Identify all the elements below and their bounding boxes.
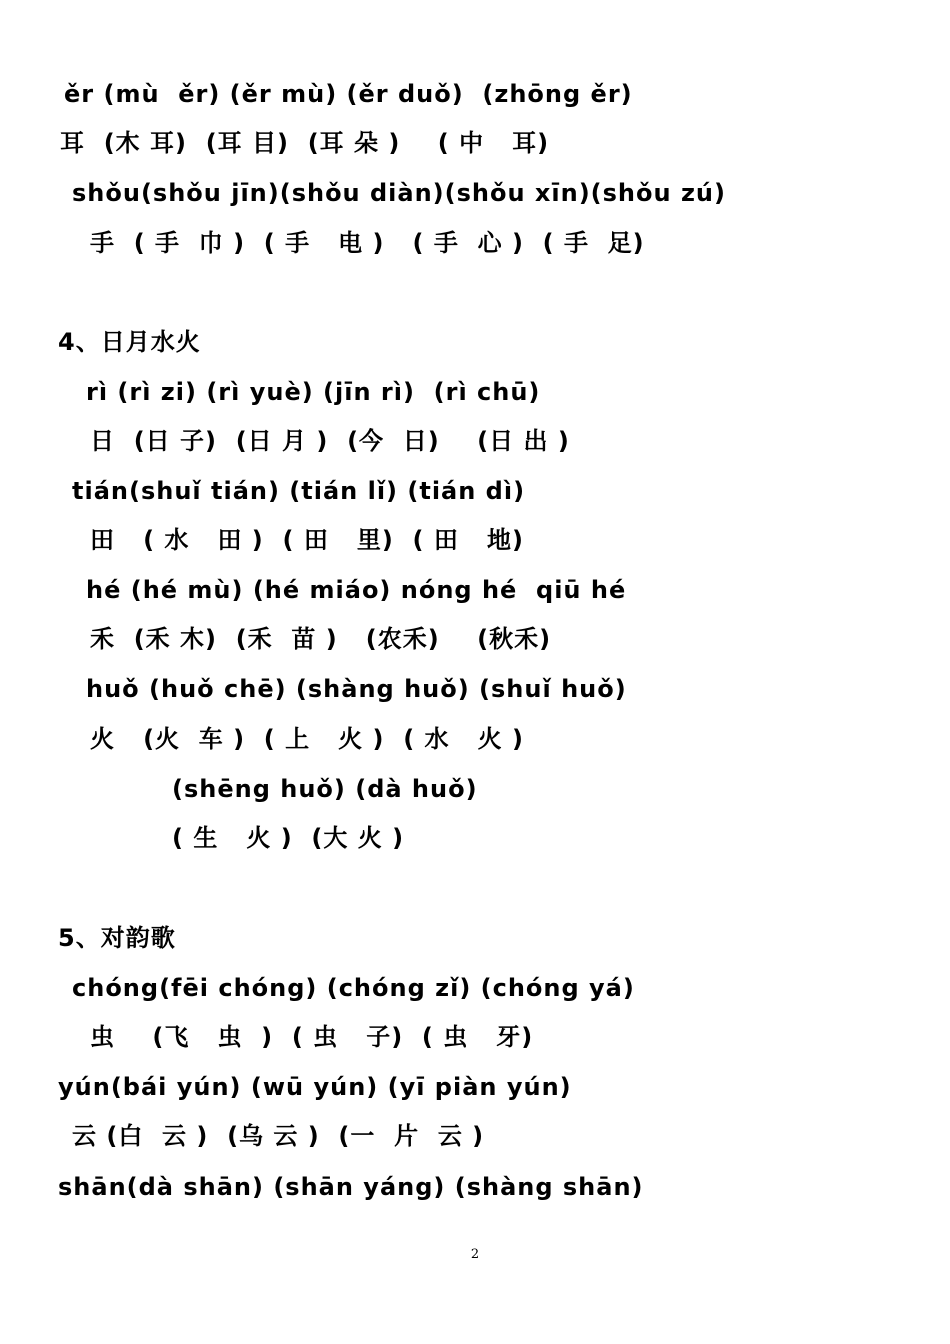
pinyin-huo-2: (shēng huǒ) (dà huǒ) bbox=[172, 775, 478, 803]
hanzi-er: 耳 (木 耳) (耳 目) (耳 朵 ) ( 中 耳) bbox=[60, 129, 550, 157]
section-heading-4: 4、日月水火 bbox=[58, 328, 201, 356]
pinyin-shou: shǒu(shǒu jīn)(shǒu diàn)(shǒu xīn)(shǒu zú) bbox=[72, 179, 726, 207]
section-heading-5: 5、对韵歌 bbox=[58, 924, 176, 952]
page-number: 2 bbox=[470, 1247, 480, 1262]
pinyin-shan: shān(dà shān) (shān yáng) (shàng shān) bbox=[58, 1173, 644, 1201]
hanzi-tian: 田 ( 水 田 ) ( 田 里) ( 田 地) bbox=[90, 526, 524, 554]
pinyin-tian: tián(shuǐ tián) (tián lǐ) (tián dì) bbox=[72, 477, 526, 505]
hanzi-he: 禾 (禾 木) (禾 苗 ) (农禾) (秋禾) bbox=[90, 625, 552, 653]
hanzi-huo-2: ( 生 火 ) (大 火 ) bbox=[172, 824, 405, 852]
hanzi-huo: 火 (火 车 ) ( 上 火 ) ( 水 火 ) bbox=[90, 725, 524, 753]
hanzi-chong: 虫 (飞 虫 ) ( 虫 子) ( 虫 牙) bbox=[90, 1023, 534, 1051]
pinyin-er: ěr (mù ěr) (ěr mù) (ěr duǒ) (zhōng ěr) bbox=[64, 80, 633, 108]
pinyin-huo: huǒ (huǒ chē) (shàng huǒ) (shuǐ huǒ) bbox=[86, 675, 627, 703]
pinyin-yun: yún(bái yún) (wū yún) (yī piàn yún) bbox=[58, 1073, 572, 1101]
hanzi-shou: 手 ( 手 巾 ) ( 手 电 ) ( 手 心 ) ( 手 足) bbox=[90, 229, 645, 257]
hanzi-yun: 云 (白 云 ) (乌 云 ) (一 片 云 ) bbox=[72, 1122, 485, 1150]
pinyin-ri: rì (rì zi) (rì yuè) (jīn rì) (rì chū) bbox=[86, 378, 541, 406]
pinyin-chong: chóng(fēi chóng) (chóng zǐ) (chóng yá) bbox=[72, 974, 635, 1002]
pinyin-he: hé (hé mù) (hé miáo) nóng hé qiū hé bbox=[86, 576, 627, 604]
hanzi-ri: 日 (日 子) (日 月 ) (今 日) (日 出 ) bbox=[90, 427, 570, 455]
